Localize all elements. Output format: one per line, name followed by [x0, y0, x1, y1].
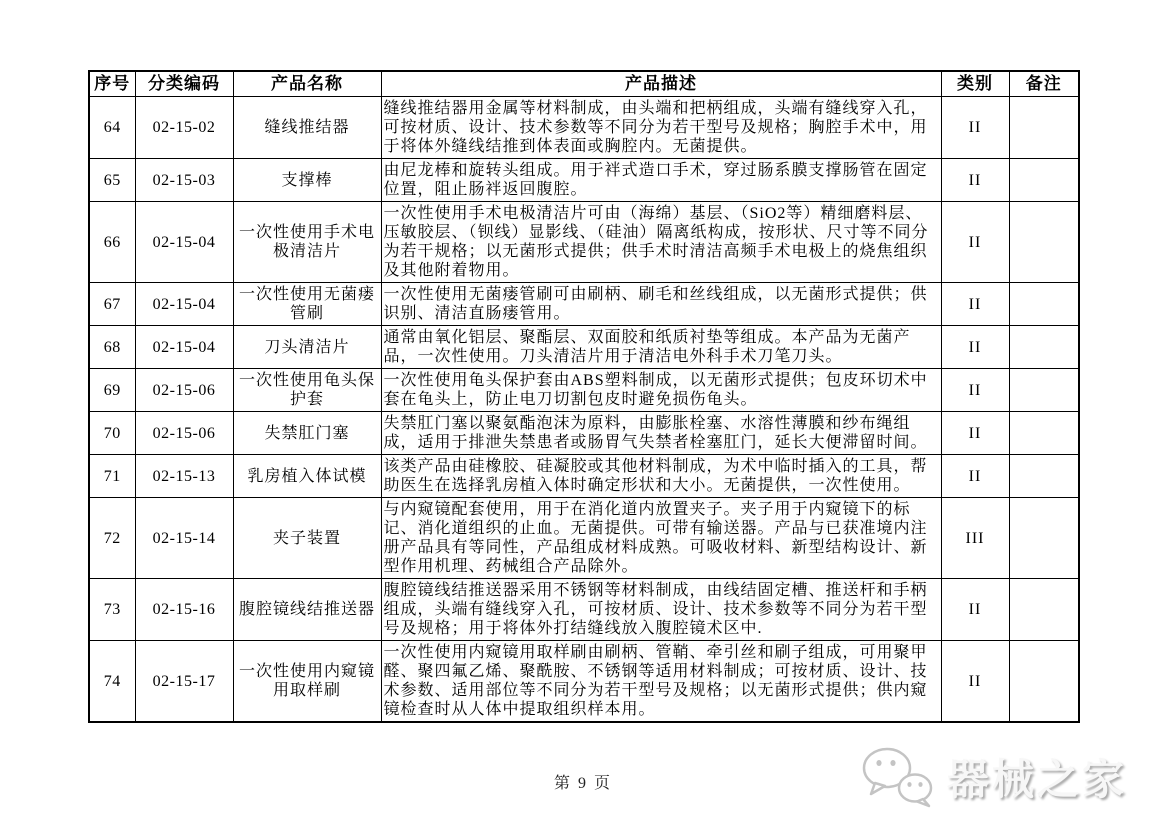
serial-cell: 65	[89, 159, 135, 202]
category-cell: II	[941, 579, 1009, 641]
description-cell: 一次性使用内窥镜用取样刷由刷柄、管鞘、牵引丝和刷子组成，可用聚甲醛、聚四氟乙烯、聚酰胺、不锈钢等适用材料制成；可按材质、设计、技术参数、适用部位等不同分为若干型号及规格；以无菌形式提供；供内窥镜检查时从人体中提取组织样本用。	[381, 641, 941, 723]
table-row	[89, 326, 1079, 369]
serial-cell: 67	[89, 283, 135, 326]
category-cell: II	[941, 326, 1009, 369]
product-name-cell: 腹腔镜线结推送器	[233, 579, 381, 641]
description-cell: 腹腔镜线结推送器采用不锈钢等材料制成，由线结固定槽、推送杆和手柄组成，头端有缝线穿入孔，可按材质、设计、技术参数等不同分为若干型号及规格；用于将体外打结缝线放入腹腔镜术区中.	[381, 579, 941, 641]
description-cell: 由尼龙棒和旋转头组成。用于袢式造口手术，穿过肠系膜支撑肠管在固定位置，阻止肠袢返回腹腔。	[381, 159, 941, 202]
code-cell: 02-15-06	[135, 369, 233, 412]
table-row	[89, 283, 1079, 326]
code-cell: 02-15-06	[135, 412, 233, 455]
serial-cell: 66	[89, 202, 135, 283]
serial-cell: 70	[89, 412, 135, 455]
category-cell: II	[941, 369, 1009, 412]
code-cell: 02-15-04	[135, 283, 233, 326]
code-cell: 02-15-16	[135, 579, 233, 641]
product-name-cell: 一次性使用手术电极清洁片	[233, 202, 381, 283]
code-cell: 02-15-14	[135, 498, 233, 579]
column-header: 分类编码	[135, 71, 233, 97]
remark-cell	[1009, 412, 1079, 455]
remark-cell	[1009, 498, 1079, 579]
product-name-cell: 乳房植入体试模	[233, 455, 381, 498]
table-row	[89, 202, 1079, 283]
description-cell: 失禁肛门塞以聚氨酯泡沫为原料，由膨胀栓塞、水溶性薄膜和纱布绳组成，适用于排泄失禁患者或肠胃气失禁者栓塞肛门，延长大便滞留时间。	[381, 412, 941, 455]
serial-cell: 71	[89, 455, 135, 498]
description-cell: 该类产品由硅橡胶、硅凝胶或其他材料制成，为术中临时插入的工具，帮助医生在选择乳房植入体时确定形状和大小。无菌提供，一次性使用。	[381, 455, 941, 498]
product-name-cell: 一次性使用内窥镜用取样刷	[233, 641, 381, 723]
product-name-cell: 失禁肛门塞	[233, 412, 381, 455]
remark-cell	[1009, 369, 1079, 412]
table-row	[89, 641, 1079, 723]
column-header: 产品描述	[381, 71, 941, 97]
description-cell: 一次性使用无菌瘘管刷可由刷柄、刷毛和丝线组成，以无菌形式提供；供识别、清洁直肠瘘管用。	[381, 283, 941, 326]
serial-cell: 69	[89, 369, 135, 412]
table-row	[89, 412, 1079, 455]
category-cell: II	[941, 283, 1009, 326]
category-cell: III	[941, 498, 1009, 579]
code-cell: 02-15-04	[135, 202, 233, 283]
category-cell: II	[941, 641, 1009, 723]
product-name-cell: 支撑棒	[233, 159, 381, 202]
watermark-logo	[859, 746, 1127, 808]
product-name-cell: 一次性使用无菌瘘管刷	[233, 283, 381, 326]
table-row	[89, 369, 1079, 412]
table-row	[89, 455, 1079, 498]
remark-cell	[1009, 97, 1079, 159]
remark-cell	[1009, 202, 1079, 283]
remark-cell	[1009, 641, 1079, 723]
column-header: 备注	[1009, 71, 1079, 97]
serial-cell: 73	[89, 579, 135, 641]
column-header: 产品名称	[233, 71, 381, 97]
table-row	[89, 97, 1079, 159]
header-row	[89, 71, 1079, 97]
description-cell: 缝线推结器用金属等材料制成，由头端和把柄组成，头端有缝线穿入孔，可按材质、设计、技术参数等不同分为若干型号及规格；胸腔手术中，用于将体外缝线结推到体表面或胸腔内。无菌提供。	[381, 97, 941, 159]
description-cell: 通常由氧化铝层、聚酯层、双面胶和纸质衬垫等组成。本产品为无菌产品，一次性使用。刀头清洁片用于清洁电外科手术刀笔刀头。	[381, 326, 941, 369]
code-cell: 02-15-13	[135, 455, 233, 498]
watermark-text: 器械之家	[946, 756, 1127, 803]
serial-cell: 72	[89, 498, 135, 579]
table-row	[89, 498, 1079, 579]
remark-cell	[1009, 159, 1079, 202]
description-cell: 一次性使用手术电极清洁片可由（海绵）基层、（SiO2等）精细磨料层、压敏胶层、（钡线）显影线、（硅油）隔离纸构成，按形状、尺寸等不同分为若干规格；以无菌形式提供；供手术时清洁高频手术电极上的烧焦组织及其他附着物用。	[381, 202, 941, 283]
product-name-cell: 缝线推结器	[233, 97, 381, 159]
category-cell: II	[941, 412, 1009, 455]
device-classification-table	[88, 70, 1080, 723]
code-cell: 02-15-04	[135, 326, 233, 369]
column-header: 类别	[941, 71, 1009, 97]
product-name-cell: 一次性使用龟头保护套	[233, 369, 381, 412]
description-cell: 与内窥镜配套使用，用于在消化道内放置夹子。夹子用于内窥镜下的标记、消化道组织的止血。无菌提供。可带有输送器。产品与已获准境内注册产品具有等同性，产品组成材料成熟。可吸收材料、新型结构设计、新型作用机理、药械组合产品除外。	[381, 498, 941, 579]
table-row	[89, 579, 1079, 641]
code-cell: 02-15-03	[135, 159, 233, 202]
product-name-cell: 夹子装置	[233, 498, 381, 579]
description-cell: 一次性使用龟头保护套由ABS塑料制成，以无菌形式提供；包皮环切术中套在龟头上，防止电刀切割包皮时避免损伤龟头。	[381, 369, 941, 412]
serial-cell: 64	[89, 97, 135, 159]
page-number: 第 9 页	[553, 775, 612, 792]
wechat-icon	[859, 746, 937, 808]
remark-cell	[1009, 455, 1079, 498]
category-cell: II	[941, 159, 1009, 202]
table-body	[89, 97, 1079, 723]
category-cell: II	[941, 202, 1009, 283]
product-name-cell: 刀头清洁片	[233, 326, 381, 369]
category-cell: II	[941, 97, 1009, 159]
table-row	[89, 159, 1079, 202]
category-cell: II	[941, 455, 1009, 498]
serial-cell: 68	[89, 326, 135, 369]
remark-cell	[1009, 283, 1079, 326]
remark-cell	[1009, 326, 1079, 369]
serial-cell: 74	[89, 641, 135, 723]
remark-cell	[1009, 579, 1079, 641]
code-cell: 02-15-17	[135, 641, 233, 723]
code-cell: 02-15-02	[135, 97, 233, 159]
column-header: 序号	[89, 71, 135, 97]
